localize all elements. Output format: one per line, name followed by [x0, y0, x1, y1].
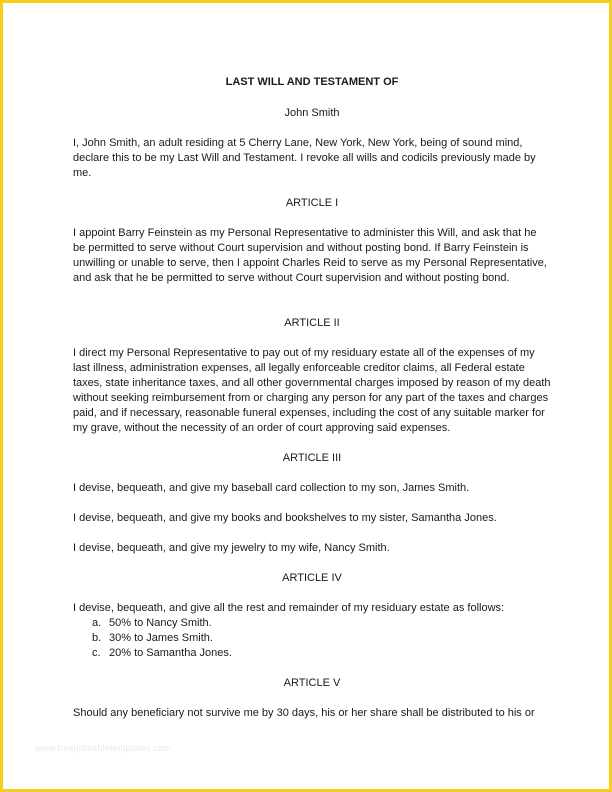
list-item-text: 20% to Samantha Jones. — [109, 647, 232, 659]
list-item — [92, 631, 522, 646]
article-3-heading: ARTICLE III — [282, 452, 342, 464]
article-5-paragraph: Should any beneficiary not survive me by 30 days, his or her share shall be distributed to his or — [73, 707, 535, 719]
article-5-heading: ARTICLE V — [283, 677, 341, 689]
list-item — [92, 646, 522, 661]
document-title: LAST WILL AND TESTAMENT OF — [225, 76, 399, 88]
list-marker: a. — [92, 617, 102, 629]
article-3-paragraph-3: I devise, bequeath, and give my jewelry to my wife, Nancy Smith. — [73, 542, 390, 554]
article-4-heading: ARTICLE IV — [282, 572, 342, 584]
article-2-paragraph: I direct my Personal Representative to pay out of my residuary estate all of the expenses of my last illness, administration expenses, all legally enforceable creditor claims, all Federal estate taxes, state inheritance taxes, and all other governmental charges imposed by reason of my death without seeking reimbursement from or charging any person for any part of the taxes and charges paid, and if necessary, reasonable funeral expenses, including the cost of any suitable marker for my grave, without the necessity of an order of court approving said expenses. — [73, 347, 551, 434]
preamble-paragraph: I, John Smith, an adult residing at 5 Cherry Lane, New York, New York, being of sound mind, declare this to be my Last Will and Testament. I revoke all wills and codicils previously made by me. — [73, 137, 536, 179]
article-1-paragraph: I appoint Barry Feinstein as my Personal Representative to administer this Will, and ask that he be permitted to serve without Court supervision and without posting bond. If Barry Feinstein is unwilling or unable to serve, then I appoint Charles Reid to serve as my Personal Representative, and ask that he be permitted to serve without Court supervision and without posting bond. — [73, 227, 547, 284]
article-3-paragraph-2: I devise, bequeath, and give my books and bookshelves to my sister, Samantha Jones. — [73, 512, 497, 524]
article-1-heading: ARTICLE I — [285, 197, 339, 209]
watermark-text: www.freeprintabletemplates.com — [35, 743, 172, 753]
article-4-paragraph: I devise, bequeath, and give all the rest and remainder of my residuary estate as follows: — [73, 602, 505, 614]
list-marker: c. — [92, 647, 101, 659]
list-item-text: 30% to James Smith. — [109, 632, 213, 644]
testator-name: John Smith — [284, 107, 340, 119]
list-marker: b. — [92, 632, 102, 644]
list-item — [92, 616, 522, 631]
article-2-heading: ARTICLE II — [284, 317, 340, 329]
list-item-text: 50% to Nancy Smith. — [109, 617, 212, 629]
article-3-paragraph-1: I devise, bequeath, and give my baseball card collection to my son, James Smith. — [73, 482, 470, 494]
